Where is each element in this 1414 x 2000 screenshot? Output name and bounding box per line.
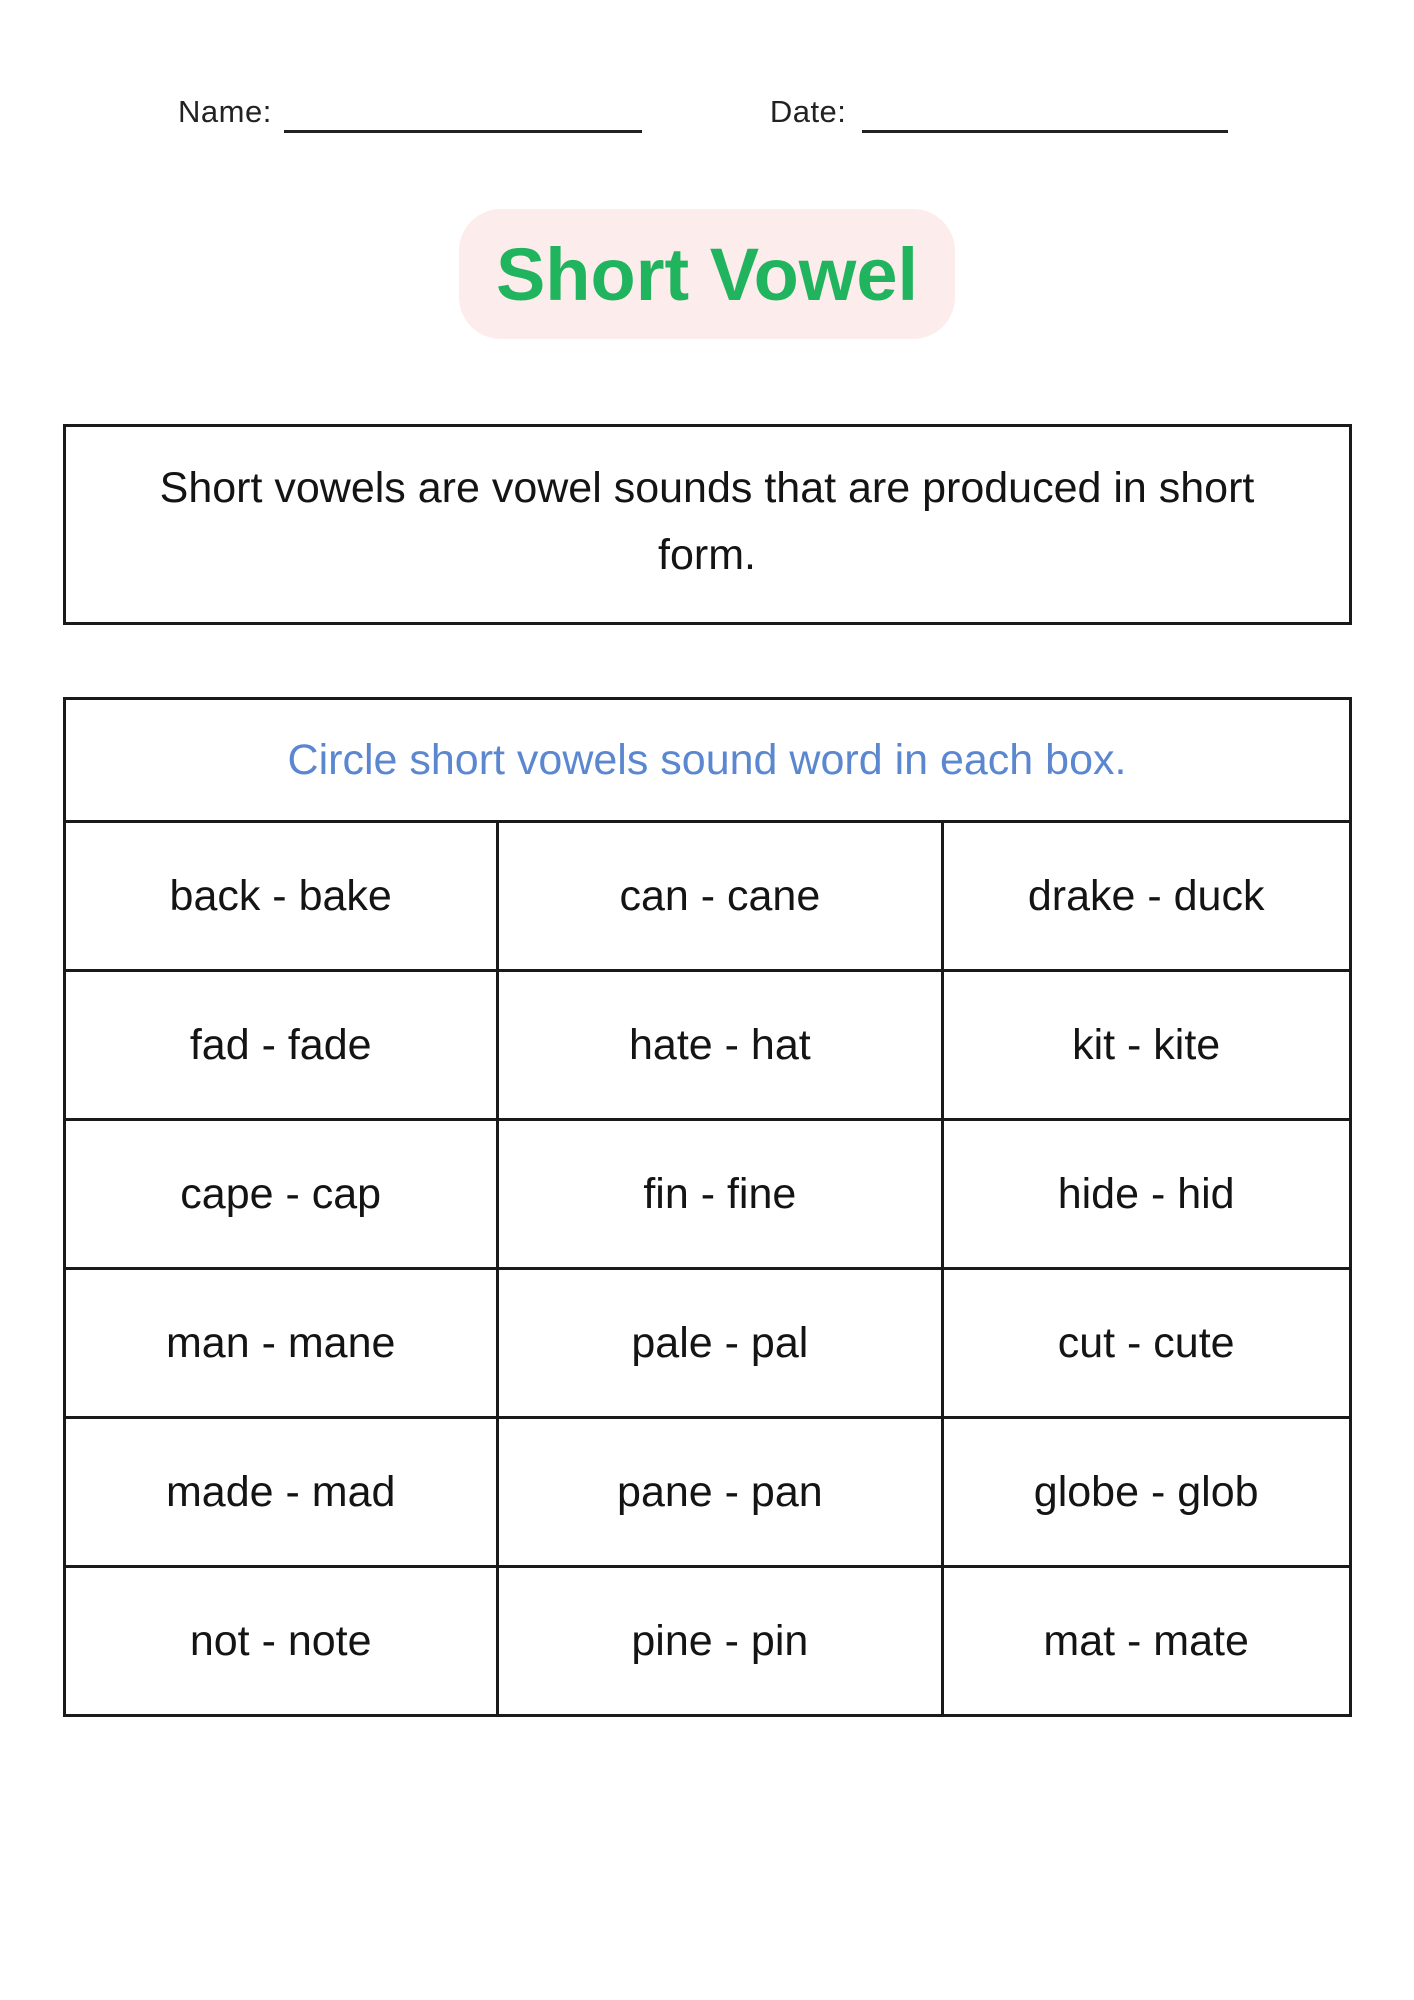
word-pair-cell[interactable]: not - note [64, 1567, 497, 1716]
word-pair-cell[interactable]: mat - mate [942, 1567, 1350, 1716]
title-banner [459, 209, 955, 339]
word-pair-cell[interactable]: globe - glob [942, 1418, 1350, 1567]
table-row [64, 971, 1350, 1120]
word-pair-cell[interactable]: made - mad [64, 1418, 497, 1567]
word-pairs-table [63, 697, 1352, 1717]
word-pair-cell[interactable]: cut - cute [942, 1269, 1350, 1418]
word-pair-cell[interactable]: pale - pal [497, 1269, 942, 1418]
date-input-line[interactable] [862, 99, 1228, 133]
word-pair-cell[interactable]: man - mane [64, 1269, 497, 1418]
table-row [64, 1567, 1350, 1716]
word-pair-cell[interactable]: fin - fine [497, 1120, 942, 1269]
definition-box [63, 424, 1352, 625]
word-pair-cell[interactable]: pine - pin [497, 1567, 942, 1716]
table-instruction: Circle short vowels sound word in each box. [64, 699, 1350, 822]
page-title: Short Vowel [495, 232, 919, 316]
table-row [64, 1120, 1350, 1269]
word-pair-cell[interactable]: fad - fade [64, 971, 497, 1120]
instruction-row [64, 699, 1350, 822]
name-input-line[interactable] [284, 99, 642, 133]
word-pair-cell[interactable]: kit - kite [942, 971, 1350, 1120]
word-pair-cell[interactable]: back - bake [64, 822, 497, 971]
word-pair-cell[interactable]: can - cane [497, 822, 942, 971]
word-pair-cell[interactable]: pane - pan [497, 1418, 942, 1567]
date-label: Date: [769, 94, 847, 129]
worksheet-header [0, 0, 1414, 133]
word-pair-cell[interactable]: hide - hid [942, 1120, 1350, 1269]
definition-text: Short vowels are vowel sounds that are produced in short form. [159, 464, 1255, 579]
table-row [64, 1269, 1350, 1418]
word-pair-cell[interactable]: hate - hat [497, 971, 942, 1120]
word-pair-cell[interactable]: cape - cap [64, 1120, 497, 1269]
table-row [64, 1418, 1350, 1567]
table-row [64, 822, 1350, 971]
word-pair-cell[interactable]: drake - duck [942, 822, 1350, 971]
name-label: Name: [178, 94, 272, 129]
